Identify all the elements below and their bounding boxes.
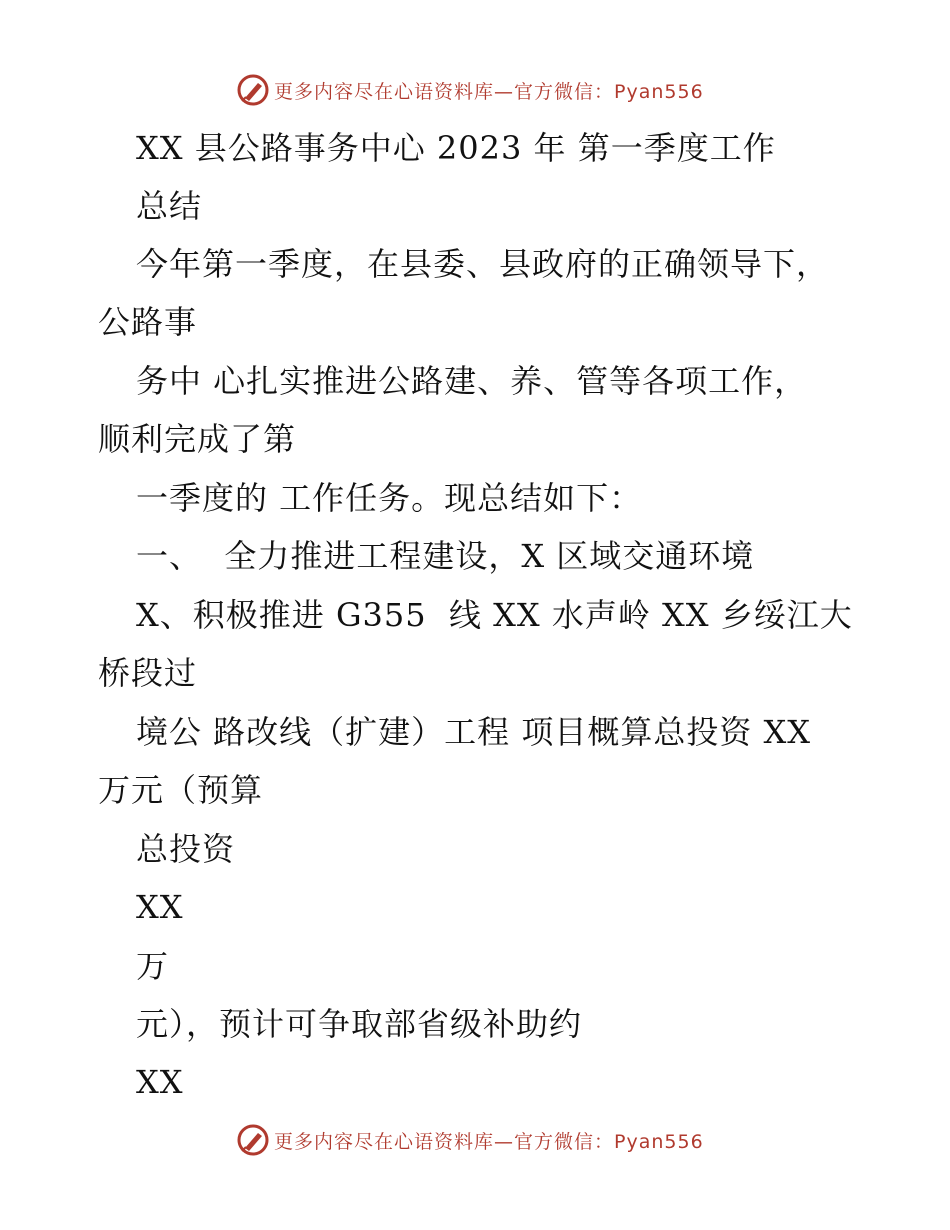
doc-line: 公路事 bbox=[98, 303, 198, 341]
doc-line: XX bbox=[136, 888, 184, 926]
doc-line: 务中 心扎实推进公路建、养、管等各项工作， bbox=[136, 362, 808, 400]
watermark-banner-bottom bbox=[236, 1120, 704, 1160]
doc-line: 顺利完成了第 bbox=[98, 420, 297, 458]
doc-line: 今年第一季度，在县委、县政府的正确领导下， bbox=[136, 245, 830, 283]
doc-line: 一季度的 工作任务。现总结如下： bbox=[136, 479, 643, 517]
doc-title-line-1: XX 县公路事务中心 2023 年 第一季度工作 bbox=[136, 129, 776, 167]
doc-line: X、积极推进 G355 线 XX 水声岭 XX 乡绥江大 bbox=[136, 596, 853, 634]
doc-line: 万 bbox=[136, 947, 170, 985]
doc-line: XX bbox=[136, 1063, 184, 1101]
watermark-text: 更多内容尽在心语资料库—官方微信：Pyan556 bbox=[274, 1130, 704, 1153]
doc-line: 万元（预算 bbox=[98, 771, 264, 809]
watermark-text: 更多内容尽在心语资料库—官方微信：Pyan556 bbox=[274, 80, 704, 103]
doc-section-heading: 一、 全力推进工程建设，X 区域交通环境 bbox=[136, 537, 755, 575]
doc-line: 总投资 bbox=[136, 830, 236, 868]
doc-title-line-2: 总结 bbox=[136, 187, 203, 225]
brush-pen-logo-icon bbox=[236, 1123, 270, 1157]
doc-line: 桥段过 bbox=[98, 654, 198, 692]
doc-line: 境公 路改线（扩建）工程 项目概算总投资 XX bbox=[136, 713, 812, 751]
doc-line: 元），预计可争取部省级补助约 bbox=[136, 1005, 583, 1043]
